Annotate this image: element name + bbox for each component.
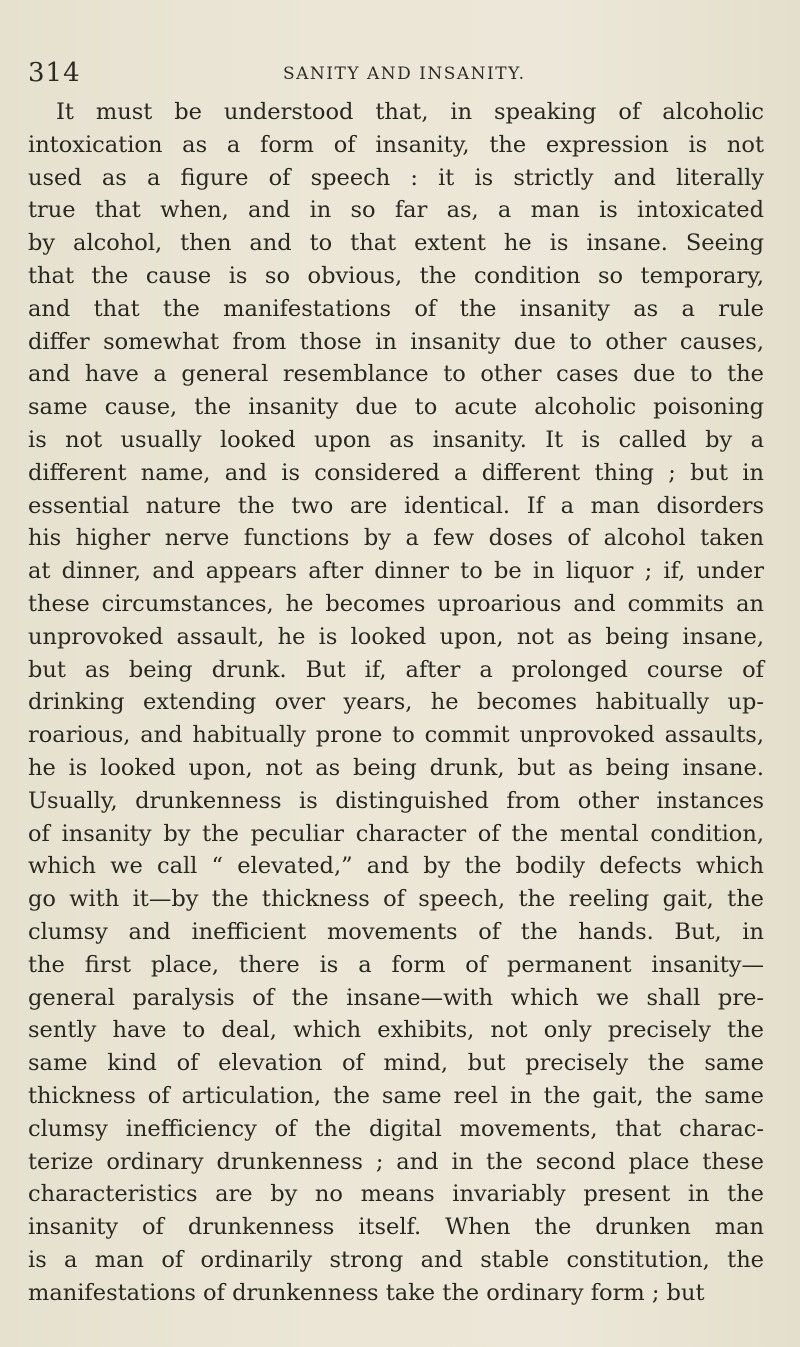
text-line: characteristics are by no means invariably present in the <box>28 1181 764 1208</box>
text-line: is not usually looked upon as insanity. It is called by a <box>28 426 764 453</box>
text-line: go with it—by the thickness of speech, the reeling gait, the <box>28 886 764 913</box>
text-line: at dinner, and appears after dinner to be in liquor ; if, under <box>28 558 764 585</box>
running-title: SANITY AND INSANITY. <box>283 64 526 84</box>
text-line: same cause, the insanity due to acute alcoholic poisoning <box>28 394 764 421</box>
page-number: 314 <box>28 58 81 88</box>
text-line: but as being drunk. But if, after a prolonged course of <box>28 656 764 683</box>
text-line: these circumstances, he becomes uproarious and commits an <box>28 590 764 617</box>
text-line: It must be understood that, in speaking of alcoholic <box>56 99 764 125</box>
text-line: and have a general resemblance to other cases due to the <box>28 361 764 388</box>
text-line: the first place, there is a form of permanent insanity— <box>28 951 764 978</box>
text-line: he is looked upon, not as being drunk, but as being insane. <box>28 754 764 781</box>
text-line: intoxication as a form of insanity, the expression is not <box>28 131 764 158</box>
text-line: drinking extending over years, he becomes habitually up- <box>28 689 764 716</box>
text-line: terize ordinary drunkenness ; and in the second place these <box>28 1148 764 1175</box>
text-line: clumsy and inefficient movements of the hands. But, in <box>28 918 764 945</box>
text-line: true that when, and in so far as, a man is intoxicated <box>28 197 764 224</box>
text-line: roarious, and habitually prone to commit unprovoked assaults, <box>28 722 764 749</box>
text-line: sently have to deal, which exhibits, not only precisely the <box>28 1017 764 1044</box>
text-line: Usually, drunkenness is distinguished from other instances <box>28 787 764 814</box>
text-line: different name, and is considered a different thing ; but in <box>28 459 764 486</box>
text-line: of insanity by the peculiar character of the mental condition, <box>28 820 764 847</box>
text-line: unprovoked assault, he is looked upon, not as being insane, <box>28 623 764 650</box>
text-line: thickness of articulation, the same reel in the gait, the same <box>28 1082 764 1109</box>
text-line: that the cause is so obvious, the condition so temporary, <box>28 262 764 289</box>
text-line: differ somewhat from those in insanity due to other causes, <box>28 328 764 355</box>
text-line: his higher nerve functions by a few doses of alcohol taken <box>28 525 764 552</box>
text-line: by alcohol, then and to that extent he is insane. Seeing <box>28 230 764 257</box>
text-line: essential nature the two are identical. If a man disorders <box>28 492 764 519</box>
text-line: clumsy inefficiency of the digital movements, that charac- <box>28 1115 764 1142</box>
text-line: used as a figure of speech : it is strictly and literally <box>28 164 764 191</box>
text-line: which we call “ elevated,” and by the bodily defects which <box>28 853 764 880</box>
text-line: and that the manifestations of the insanity as a rule <box>28 295 764 322</box>
text-line: general paralysis of the insane—with which we shall pre- <box>28 984 764 1011</box>
text-line: insanity of drunkenness itself. When the drunken man <box>28 1214 764 1241</box>
text-line: is a man of ordinarily strong and stable constitution, the <box>28 1246 764 1273</box>
text-line: same kind of elevation of mind, but precisely the same <box>28 1050 764 1077</box>
body-paragraph <box>28 96 764 1309</box>
page-header <box>28 58 768 92</box>
text-line: manifestations of drunkenness take the ordinary form ; but <box>28 1279 705 1306</box>
